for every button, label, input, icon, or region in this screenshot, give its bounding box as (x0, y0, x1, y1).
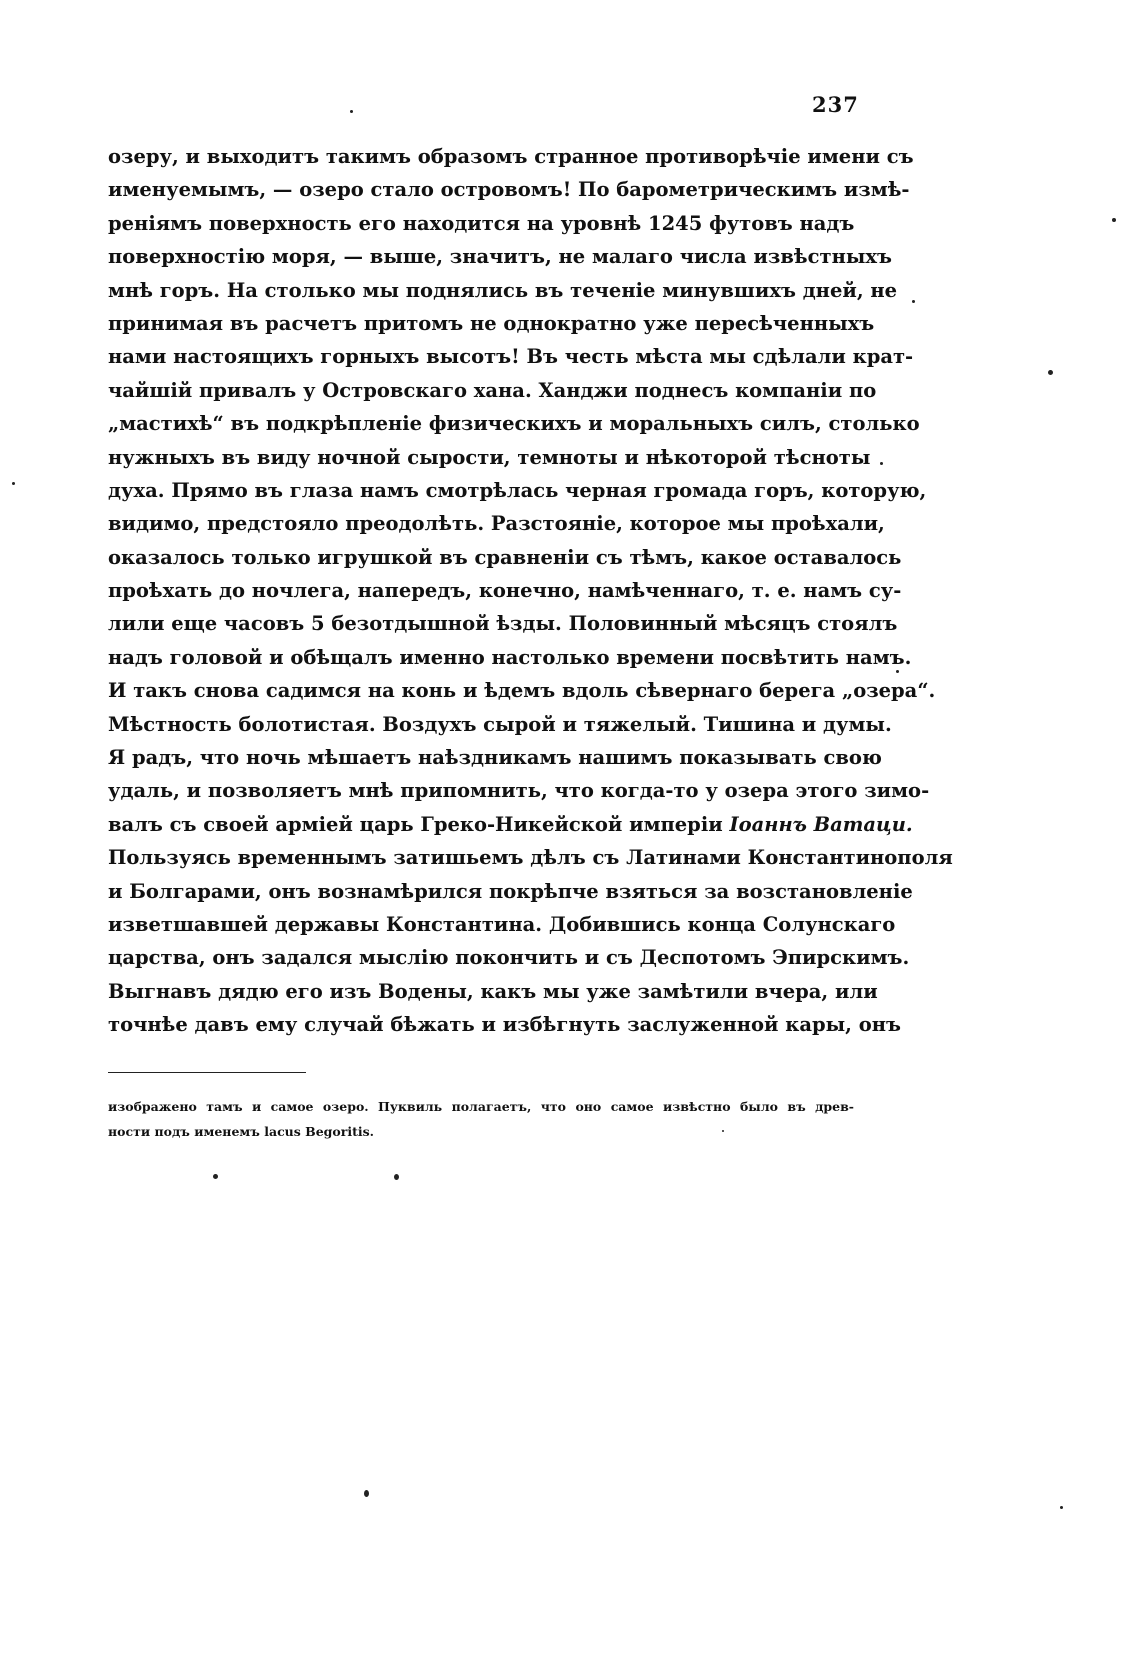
scan-speck (1060, 1506, 1063, 1509)
text-line: поверхностію моря, — выше, значитъ, не малаго числа извѣстныхъ (108, 245, 892, 269)
scan-speck (350, 110, 353, 113)
scan-speck (213, 1174, 218, 1179)
text-line: принимая въ расчетъ притомъ не однократно уже пересѣченныхъ (108, 311, 875, 335)
text-line: Мѣстность болотистая. Воздухъ сырой и тяжелый. Тишина и думы. (108, 712, 892, 736)
text-line: реніямъ поверхность его находится на уровнѣ 1245 футовъ надъ (108, 211, 855, 235)
text-line: духа. Прямо въ глаза намъ смотрѣлась черная громада горъ, которую, (108, 478, 927, 502)
text-line: Пользуясь временнымъ затишьемъ дѣлъ съ Латинами Константинополя (108, 846, 953, 870)
text-line: оказалось только игрушкой въ сравненіи съ тѣмъ, какое оставалось (108, 545, 902, 569)
footnote-rule (108, 1072, 306, 1073)
scan-speck (394, 1174, 399, 1180)
footnote-line (108, 1119, 854, 1144)
scan-speck (1048, 370, 1053, 375)
text-line: лили еще часовъ 5 безотдышной ѣзды. Половинный мѣсяцъ стоялъ (108, 612, 898, 636)
text-line: проѣхать до ночлега, напередъ, конечно, намѣченнаго, т. е. намъ су- (108, 579, 902, 603)
text-line: Выгнавъ дядю его изъ Водены, какъ мы уже замѣтили вчера, или (108, 979, 878, 1003)
text-line: нами настоящихъ горныхъ высотъ! Въ честь мѣста мы сдѣлали крат- (108, 345, 914, 369)
text-line: изветшавшей державы Константина. Добившись конца Солунскаго (108, 912, 896, 936)
footnote (108, 1094, 854, 1144)
text-line: и Болгарами, онъ вознамѣрился покрѣпче взяться за возстановленіе (108, 879, 913, 903)
footnote-line: изображено тамъ и самое озеро. Пуквиль полагаетъ, что оно самое извѣстно было въ древ- (108, 1099, 854, 1114)
text-line: нужныхъ въ виду ночной сырости, темноты и нѣкоторой тѣсноты (108, 445, 871, 469)
scan-speck (896, 670, 899, 673)
text-line: точнѣе давъ ему случай бѣжать и избѣгнуть заслуженной кары, онъ (108, 1013, 901, 1037)
scan-speck (1112, 218, 1116, 222)
scan-speck (364, 1490, 369, 1497)
text-line-with-italic-name (108, 808, 913, 841)
scan-speck (880, 462, 883, 465)
text-line: И такъ снова садимся на конь и ѣдемъ вдоль сѣвернаго берега „озера“. (108, 679, 936, 703)
text-line: царства, онъ задался мыслію покончить и съ Деспотомъ Эпирскимъ. (108, 946, 910, 970)
text-line: именуемымъ, — озеро стало островомъ! По барометрическимъ измѣ- (108, 178, 910, 202)
text-line: надъ головой и обѣщалъ именно настолько времени посвѣтить намъ. (108, 645, 912, 669)
footnote-latin-name: lacus Begoritis. (264, 1124, 374, 1139)
text-line: видимо, предстояло преодолѣть. Разстояніе, которое мы проѣхали, (108, 512, 885, 536)
italic-name: Іоаннъ Ватаци. (729, 812, 913, 836)
text-line: чайшій привалъ у Островскаго хана. Ханджи поднесъ компаніи по (108, 378, 877, 402)
text-line: Я радъ, что ночь мѣшаетъ наѣздникамъ нашимъ показывать свою (108, 746, 882, 770)
text-line: озеру, и выходитъ такимъ образомъ странное противорѣчіе имени съ (108, 145, 914, 168)
scan-speck (912, 300, 915, 303)
text-segment: валъ съ своей арміей царь Греко-Никейской имперіи (108, 812, 723, 836)
scan-speck (722, 1130, 724, 1132)
text-line: „мастихѣ“ въ подкрѣпленіе физическихъ и моральныхъ силъ, столько (108, 412, 920, 436)
text-line: удаль, и позволяетъ мнѣ припомнить, что когда-то у озера этого зимо- (108, 779, 930, 803)
scan-speck (12, 482, 15, 485)
text-line: мнѣ горъ. На столько мы поднялись въ теченіе минувшихъ дней, не (108, 278, 898, 302)
page-number: 237 (812, 92, 859, 117)
body-text (108, 140, 953, 1042)
footnote-text: ности подъ именемъ (108, 1124, 260, 1139)
